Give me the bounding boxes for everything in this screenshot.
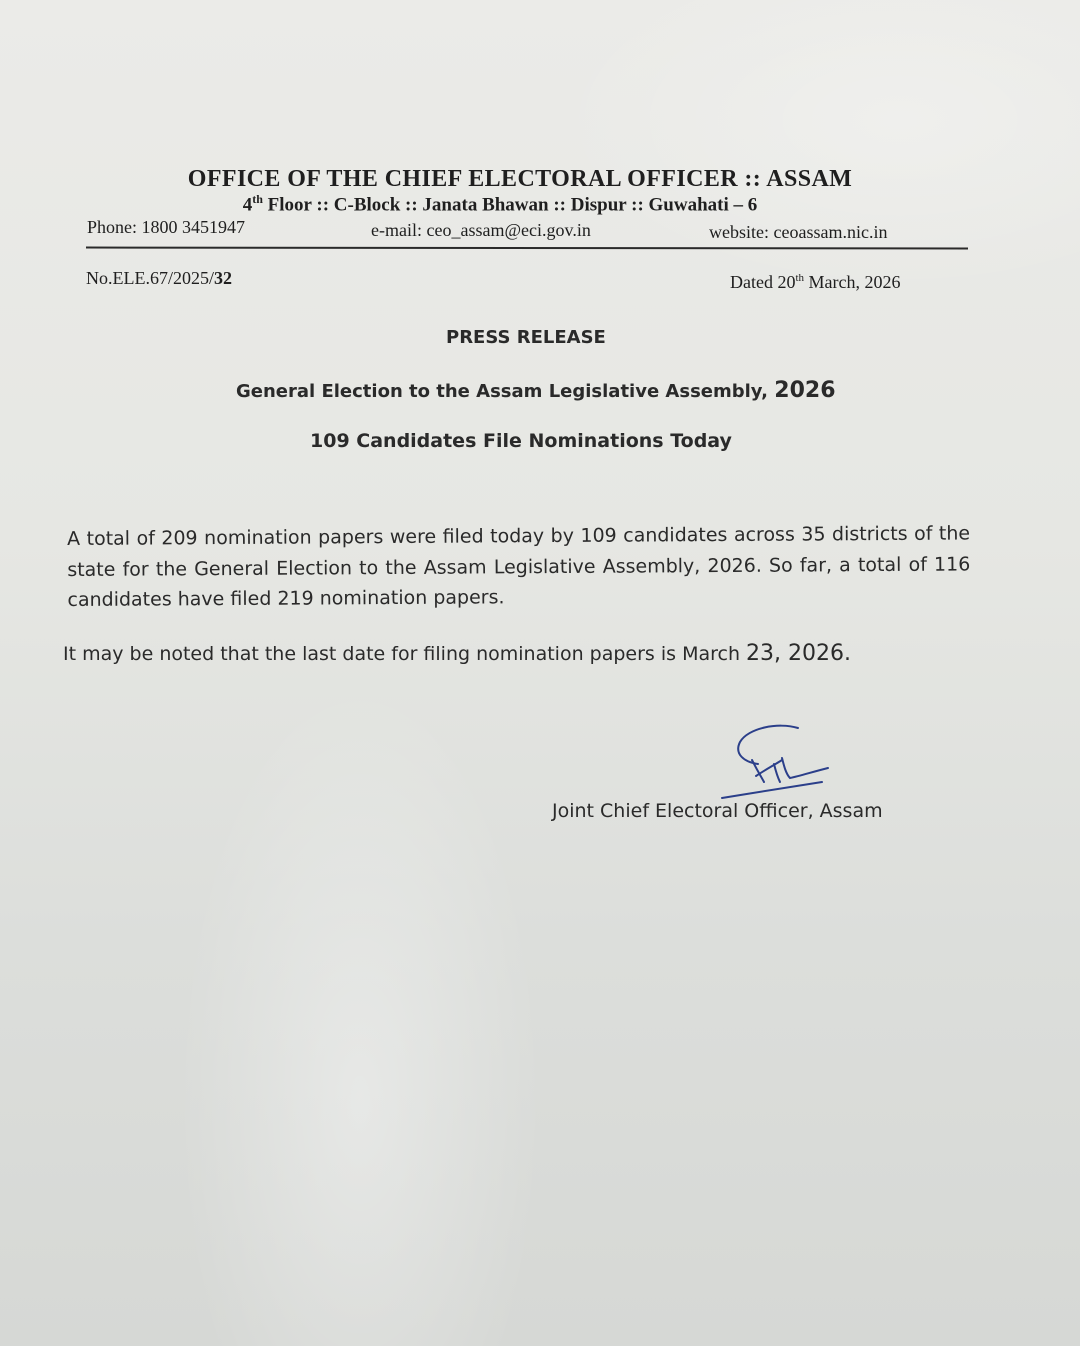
note-text: It may be noted that the last date for filing nomination papers is March (63, 643, 747, 665)
floor-number: 4 (242, 194, 253, 216)
address-text: Floor :: C-Block :: Janata Bhawan :: Dispur :: Guwahati – 6 (262, 194, 758, 216)
reference-number (86, 268, 232, 289)
date-superscript: th (795, 272, 805, 284)
deadline-note (63, 641, 851, 666)
office-title: OFFICE OF THE CHIEF ELECTORAL OFFICER :: ASSAM (187, 166, 853, 192)
phone-number: Phone: 1800 3451947 (87, 217, 246, 237)
subject-year: 2026 (774, 378, 836, 403)
reference-serial: 32 (214, 268, 232, 288)
date-rest: March, 2026 (804, 272, 901, 292)
header-divider (86, 247, 968, 250)
note-deadline-date: 23, 2026. (746, 641, 852, 666)
date-prefix: Dated 20 (730, 272, 796, 292)
website-address: website: ceoassam.nic.in (709, 222, 888, 242)
handwritten-signature (718, 720, 848, 810)
floor-superscript: th (252, 192, 263, 206)
subject-text: General Election to the Assam Legislative Assembly, (236, 381, 775, 402)
email-address: e-mail: ceo_assam@eci.gov.in (371, 220, 591, 240)
signatory-designation: Joint Chief Electoral Officer, Assam (552, 800, 883, 822)
release-subject (236, 378, 836, 403)
reference-prefix: No.ELE.67/2025/ (86, 268, 214, 288)
release-headline: 109 Candidates File Nominations Today (310, 430, 732, 452)
press-release-label: PRESS RELEASE (446, 327, 606, 348)
office-address (0, 192, 1000, 216)
release-date (730, 272, 901, 293)
body-paragraph: A total of 209 nomination papers were filed today by 109 candidates across 35 districts of the state for the General Election to the Assam Legislative Assembly, 2026. So far, a total of 116 candidates have filed 219 nomination papers. (67, 522, 971, 611)
